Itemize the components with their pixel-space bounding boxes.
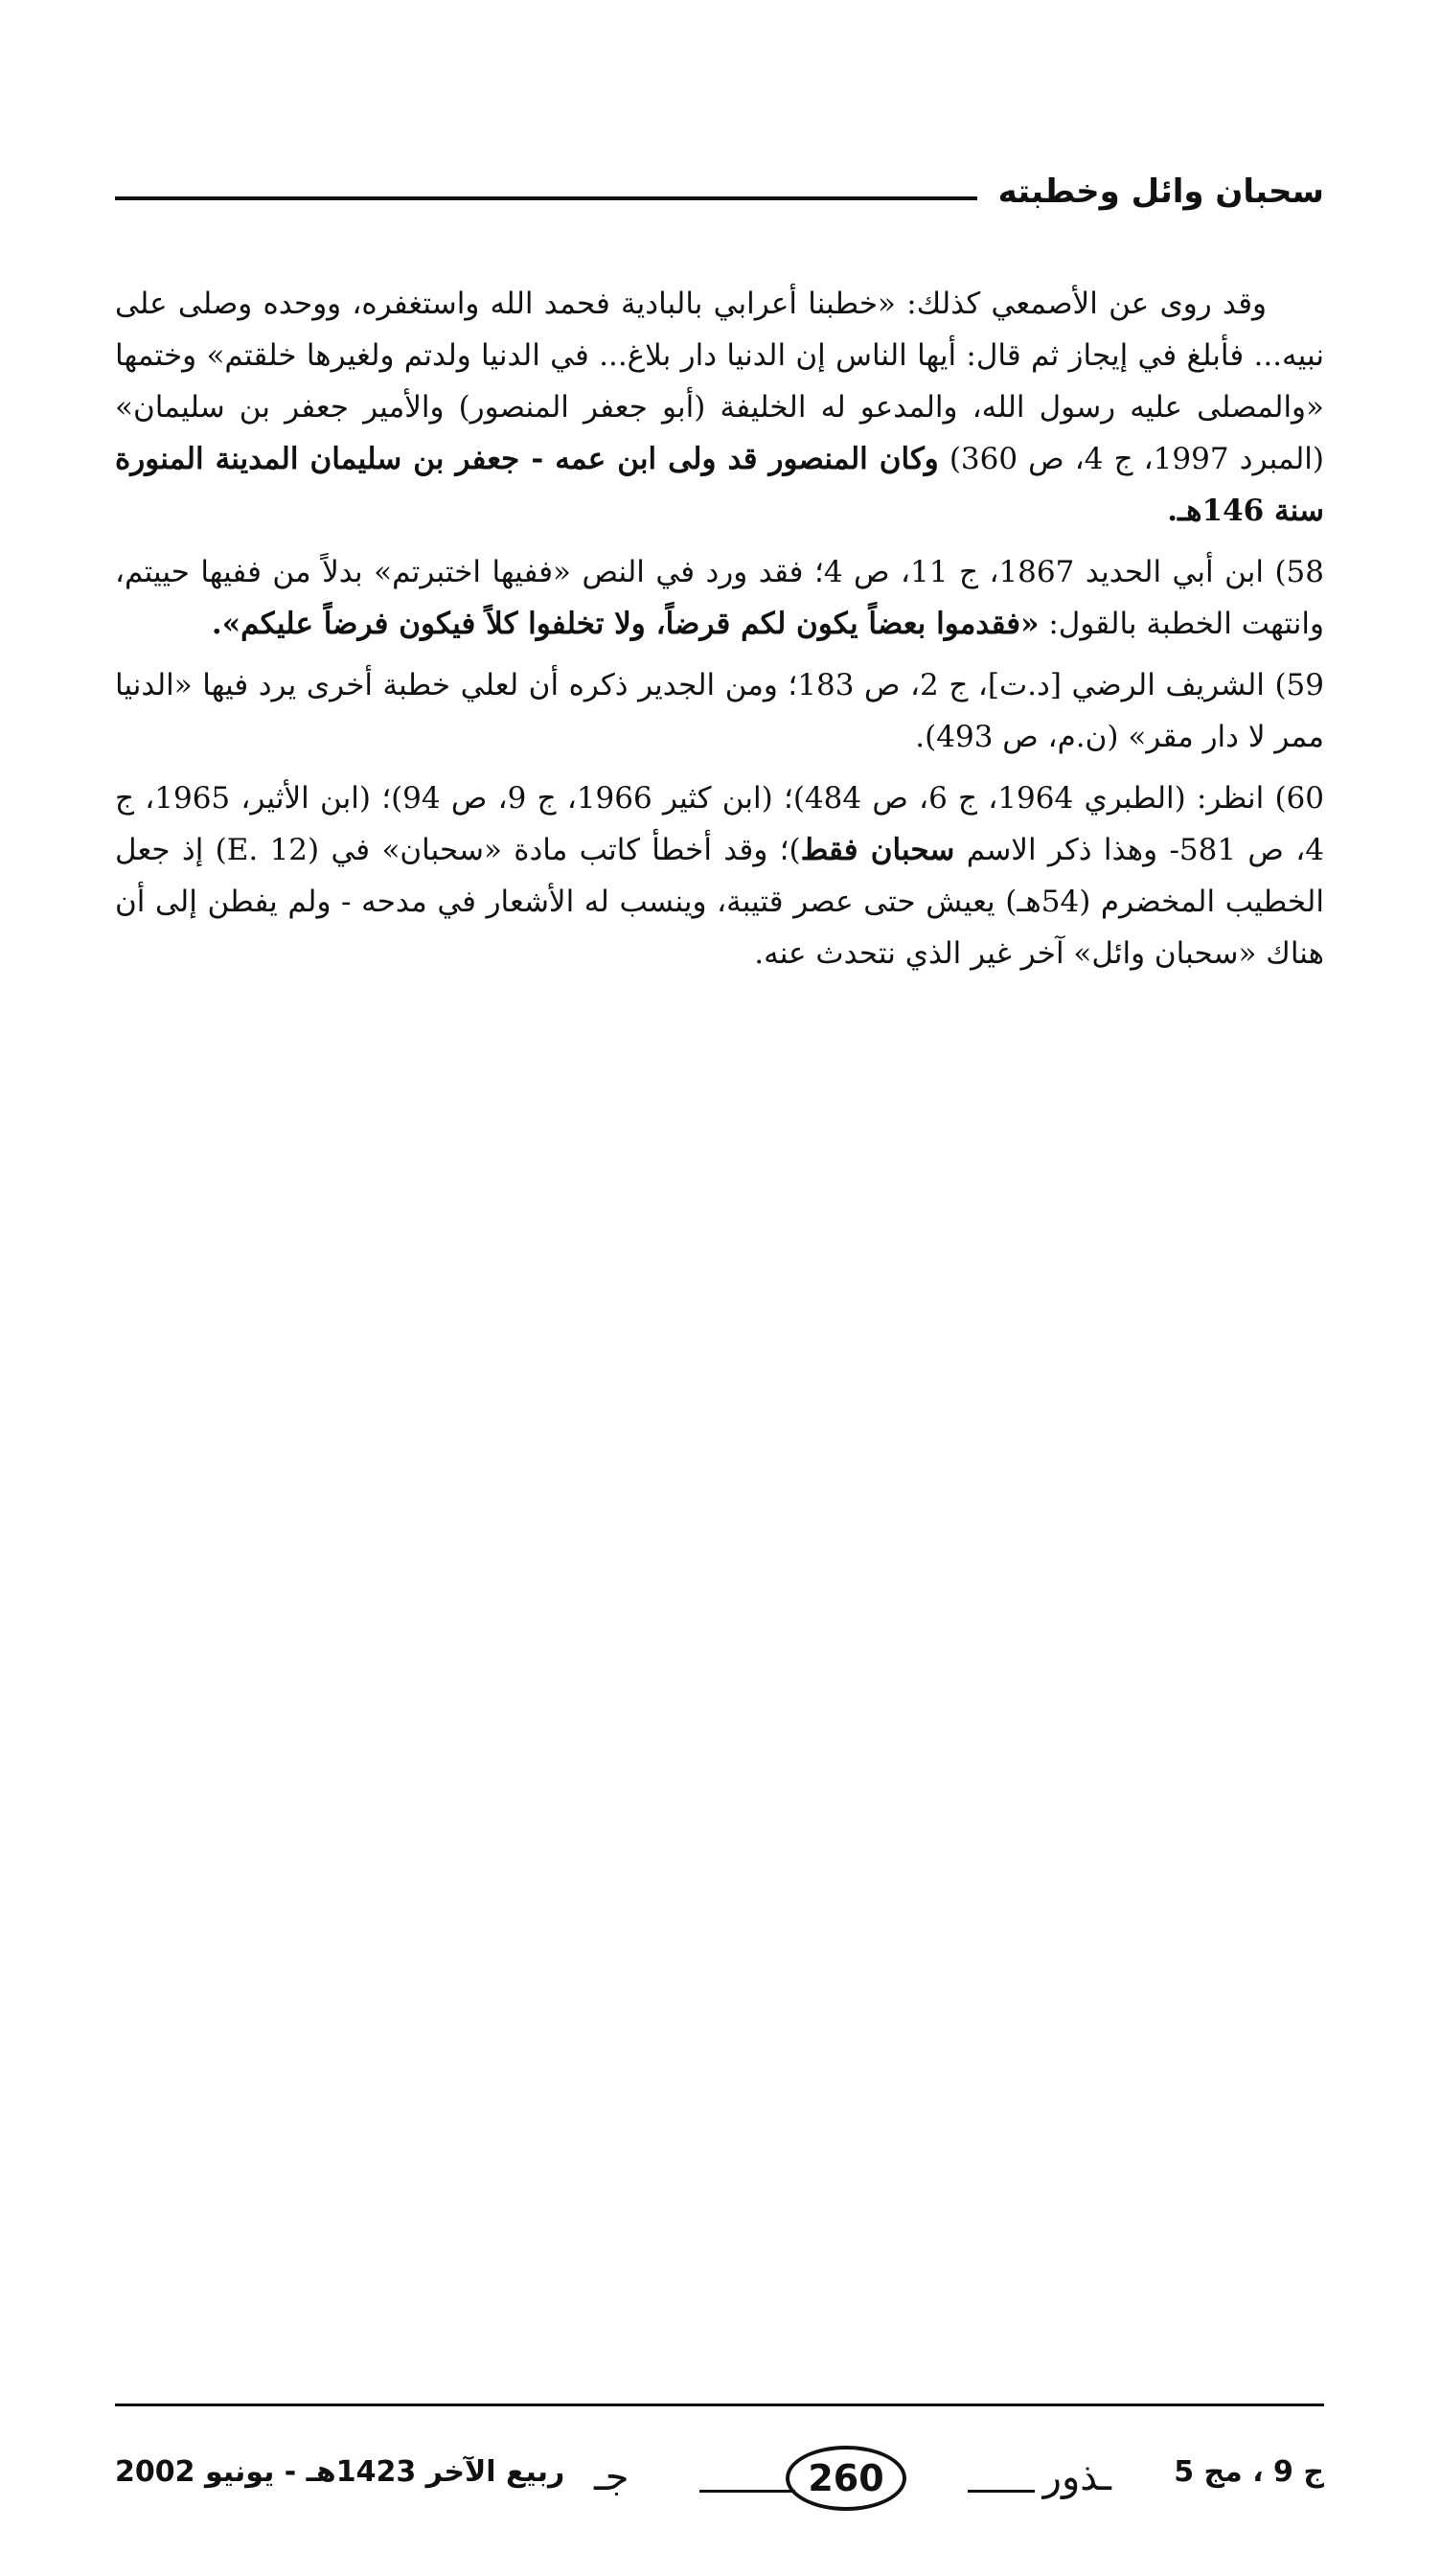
footnote-59-text: 59) الشريف الرضي [د.ت]، ج 2، ص 183؛ ومن الجدير ذكره أن لعلي خطبة أخرى يرد فيها «الدنيا ممر لا دار مقر» (ن.م، ص 493). [115,668,1324,754]
body-text [115,278,1324,989]
footnote-60-bold-name: سحبان فقط [800,833,955,867]
intro-paragraph [115,278,1324,537]
footnote-58-bold-quote: «فقدموا بعضاً يكون لكم قرضاً، ولا تخلفوا كلاً فيكون فرضاً عليكم». [211,607,1040,641]
page-number: 260 [786,2446,906,2511]
footnote-58-text: 58) ابن أبي الحديد 1867، ج 11، ص 4؛ فقد ورد في النص «ففيها اختبرتم» بدلاً من ففيها حييتم، وانتهت الخطبة بالقول: [115,555,1324,641]
journal-name-part-left: جـ [594,2455,629,2499]
journal-name-logo [594,2444,1111,2520]
footnote-60-text: 60) انظر: (الطبري 1964، ج 6، ص 484)؛ (ابن كثير 1966، ج 9، ص 94)؛ (ابن الأثير، 1965، ج 4، ص 581- وهذا ذكر الاسم [115,781,1324,867]
intro-bold-text: وكان المنصور قد ولى ابن عمه - جعفر بن سليمان المدينة المنورة سنة 146هـ. [115,442,1324,528]
journal-line-right [968,2490,1035,2493]
footnote-59 [115,659,1324,763]
footer-issue-number: ج 9 ، مج 5 [1174,2455,1324,2489]
running-title: سحبان وائل وخطبته [997,172,1324,211]
intro-text: وقد روى عن الأصمعي كذلك: «خطبنا أعرابي بالبادية فحمد الله واستغفره، ووحده وصلى على نبيه... فأبلغ في إيجاز ثم قال: أيها الناس إن الدنيا دار بلاغ... في الدنيا ولدتم ولغيرها خلقتم» وختمها «والمصلى عليه رسول الله، والمدعو له الخليفة (أبو جعفر المنصور) والأمير جعفر بن سليمان» (المبرد 1997، ج 4، ص 360) [115,287,1324,476]
footnote-58 [115,546,1324,650]
footer-issue-date: ربيع الآخر 1423هـ - يونيو 2002 [115,2455,565,2489]
footnote-60 [115,772,1324,979]
footnote-60-tail: )؛ وقد أخطأ كاتب مادة «سحبان» في (E. 12) إذ جعل الخطيب المخضرم (54هـ) يعيش حتى عصر قتيبة، وينسب له الأشعار في مدحه - ولم يفطن إلى أن هناك «سحبان وائل» آخر غير الذي نتحدث عنه. [115,833,1324,971]
journal-line-left [699,2490,795,2493]
page-footer [115,2444,1324,2520]
journal-name-part-right: ـذور [1042,2455,1111,2499]
running-header [115,168,1324,225]
header-rule [115,196,977,200]
footer-rule [115,2404,1324,2406]
